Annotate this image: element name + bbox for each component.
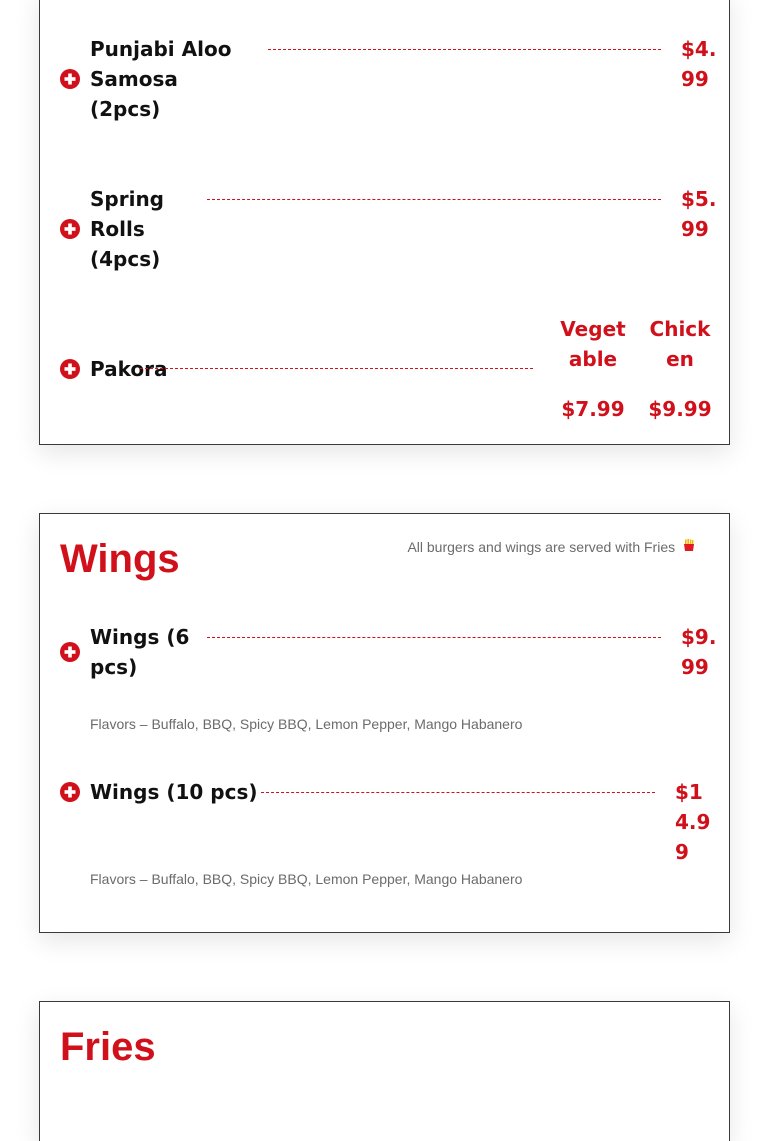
section-title: Fries (60, 1025, 156, 1069)
add-item-icon[interactable] (60, 219, 80, 239)
variant-price-vegetable: $7.99 (561, 397, 625, 421)
variant-label-vegetable: Vegetable (560, 317, 626, 371)
fries-note (407, 539, 695, 555)
item-description: Flavors – Buffalo, BBQ, Spicy BBQ, Lemon Pepper, Mango Habanero (90, 716, 523, 732)
item-name: Wings (10 pcs) (90, 780, 258, 804)
add-item-icon[interactable] (60, 69, 80, 89)
french-fries-icon (683, 539, 695, 551)
item-name: Wings (6 pcs) (90, 625, 190, 679)
item-name: Punjabi Aloo Samosa (2pcs) (90, 37, 232, 121)
leader-line (268, 49, 661, 50)
item-price: $4.99 (681, 37, 717, 91)
fries-note-text: All burgers and wings are served with Fries (407, 539, 676, 555)
variant-price-chicken: $9.99 (648, 397, 712, 421)
item-price: $14.99 (675, 780, 711, 864)
leader-line (140, 368, 533, 369)
section-title: Wings (60, 537, 180, 581)
item-price: $9.99 (681, 625, 717, 679)
variant-label-chicken: Chicken (649, 317, 711, 371)
leader-line (261, 792, 655, 793)
leader-line (207, 199, 661, 200)
appetizers-section (39, 0, 730, 445)
wings-section (39, 513, 730, 933)
leader-line (207, 637, 661, 638)
item-name: Pakora (90, 357, 168, 381)
item-price: $5.99 (681, 187, 717, 241)
item-name: Spring Rolls (4pcs) (90, 187, 164, 271)
add-item-icon[interactable] (60, 359, 80, 379)
fries-section (39, 1001, 730, 1141)
item-description: Flavors – Buffalo, BBQ, Spicy BBQ, Lemon Pepper, Mango Habanero (90, 871, 523, 887)
add-item-icon[interactable] (60, 782, 80, 802)
add-item-icon[interactable] (60, 642, 80, 662)
